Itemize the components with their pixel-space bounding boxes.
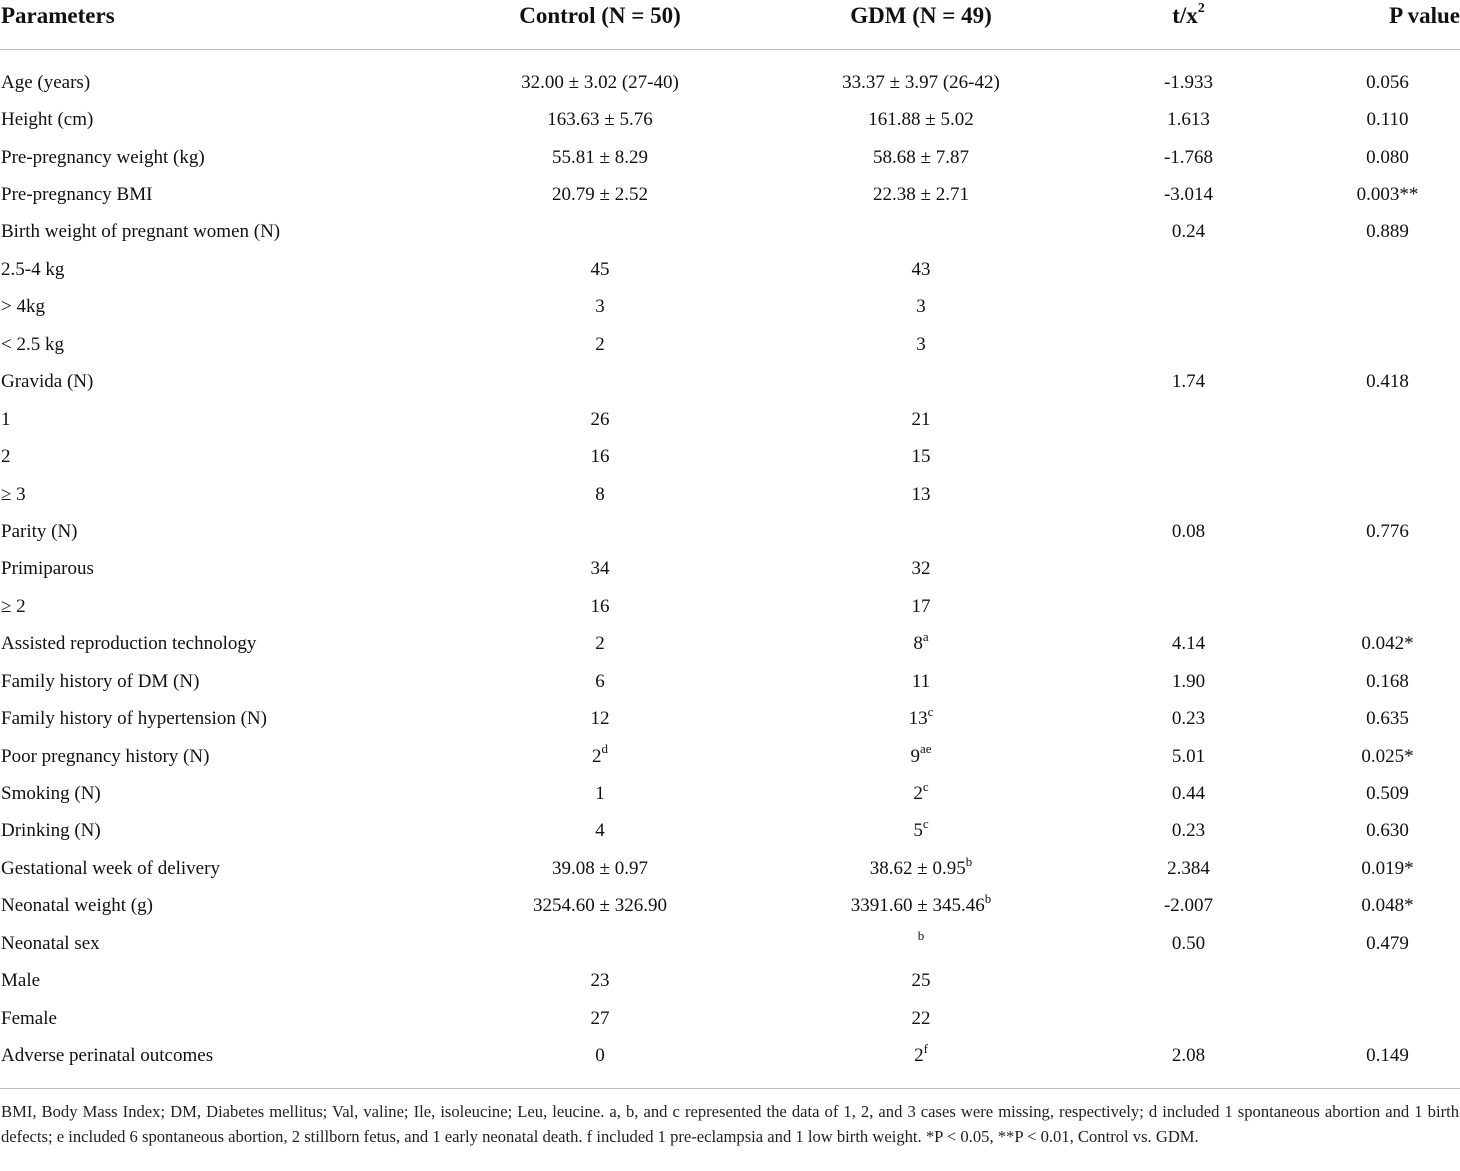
cell-gdm-value: 21	[911, 408, 931, 430]
cell-parameter-value: Birth weight of pregnant women (N)	[1, 221, 281, 243]
cell-statistic-value: 1.74	[1171, 371, 1206, 393]
cell-p-value	[1289, 101, 1460, 138]
cell-p-value	[1289, 888, 1460, 925]
cell-control-value: 55.81 ± 8.29	[552, 146, 648, 168]
header-row	[0, 0, 1460, 50]
cell-statistic	[1088, 925, 1289, 962]
cell-parameter	[0, 176, 400, 213]
cell-parameter	[0, 214, 400, 251]
cell-gdm-footnote-marker: c	[922, 816, 929, 832]
cell-parameter-value: Assisted reproduction technology	[1, 633, 257, 655]
cell-control	[400, 364, 746, 401]
cell-parameter	[0, 588, 400, 625]
cell-parameter-value: Neonatal sex	[1, 932, 100, 954]
cell-control	[400, 663, 746, 700]
cell-parameter	[0, 50, 400, 102]
cell-control	[400, 700, 746, 737]
cell-gdm	[746, 888, 1088, 925]
cell-parameter-value: Pre-pregnancy weight (kg)	[1, 146, 205, 168]
cell-control	[400, 101, 746, 138]
table-row	[0, 963, 1460, 1000]
cell-parameter	[0, 963, 400, 1000]
table-row	[0, 50, 1460, 102]
cell-control-value: 163.63 ± 5.76	[547, 109, 653, 131]
table-row	[0, 326, 1460, 363]
cell-p-value-value: 0.889	[1366, 221, 1409, 243]
cell-gdm	[746, 1000, 1088, 1037]
cell-parameter-value: Male	[1, 970, 41, 992]
cell-parameter-value: Smoking (N)	[1, 783, 101, 805]
cell-statistic	[1088, 1000, 1289, 1037]
cell-statistic	[1088, 139, 1289, 176]
cell-statistic	[1088, 738, 1289, 775]
cell-control-value: 3	[595, 296, 605, 318]
cell-parameter	[0, 888, 400, 925]
cell-parameter-value: ≥ 2	[1, 595, 26, 617]
cell-gdm	[746, 663, 1088, 700]
table-row	[0, 888, 1460, 925]
cell-statistic	[1088, 963, 1289, 1000]
cell-gdm	[746, 438, 1088, 475]
cell-gdm	[746, 850, 1088, 887]
cell-gdm-value: 3	[916, 296, 926, 318]
table-row	[0, 551, 1460, 588]
cell-p-value	[1289, 364, 1460, 401]
cell-gdm	[746, 289, 1088, 326]
cell-control-value: 45	[590, 258, 610, 280]
cell-control-value: 2	[595, 633, 605, 655]
cell-statistic	[1088, 850, 1289, 887]
table-header	[0, 0, 1460, 50]
cell-gdm-footnote-marker: b	[984, 891, 992, 907]
cell-parameter-value: Drinking (N)	[1, 820, 101, 842]
cell-gdm	[746, 925, 1088, 962]
header-gdm: GDM (N = 49)	[746, 0, 1088, 50]
cell-parameter	[0, 775, 400, 812]
cell-p-value	[1289, 251, 1460, 288]
cell-statistic	[1088, 251, 1289, 288]
header-control: Control (N = 50)	[400, 0, 746, 50]
cell-statistic	[1088, 50, 1289, 102]
table-row	[0, 925, 1460, 962]
cell-p-value-value: 0.149	[1366, 1045, 1409, 1067]
cell-p-value	[1289, 963, 1460, 1000]
cell-gdm	[746, 700, 1088, 737]
cell-parameter-value: Female	[1, 1007, 57, 1029]
cell-p-value-value: 0.056	[1366, 71, 1409, 93]
cell-gdm	[746, 813, 1088, 850]
cell-parameter-value: Family history of hypertension (N)	[1, 708, 267, 730]
cell-gdm	[746, 139, 1088, 176]
cell-parameter-value: 2	[1, 446, 11, 468]
cell-statistic	[1088, 626, 1289, 663]
cell-control	[400, 326, 746, 363]
cell-statistic-value: 1.613	[1167, 109, 1210, 131]
cell-parameter	[0, 850, 400, 887]
cell-parameter	[0, 139, 400, 176]
table-row	[0, 738, 1460, 775]
cell-control-value: 8	[595, 483, 605, 505]
cell-parameter	[0, 326, 400, 363]
cell-p-value-value: 0.080	[1366, 146, 1409, 168]
cell-gdm-footnote-marker: c	[922, 778, 929, 794]
cell-parameter-value: < 2.5 kg	[1, 333, 64, 355]
cell-gdm-value: 38.62 ± 0.95	[869, 857, 966, 879]
cell-parameter	[0, 438, 400, 475]
cell-gdm	[746, 626, 1088, 663]
cell-p-value-value: 0.418	[1366, 371, 1409, 393]
cell-p-value	[1289, 700, 1460, 737]
cell-control	[400, 925, 746, 962]
cell-parameter-value: Age (years)	[1, 71, 91, 93]
cell-p-value-value: 0.019*	[1361, 857, 1414, 879]
cell-statistic	[1088, 1037, 1289, 1074]
cell-gdm-value: 3	[916, 333, 926, 355]
cell-control-value: 6	[595, 670, 605, 692]
cell-p-value	[1289, 289, 1460, 326]
cell-control	[400, 850, 746, 887]
cell-parameter	[0, 476, 400, 513]
cell-control	[400, 1000, 746, 1037]
cell-parameter	[0, 1037, 400, 1074]
cell-gdm-value: 17	[911, 595, 931, 617]
header-parameters: Parameters	[0, 0, 400, 50]
cell-p-value	[1289, 1000, 1460, 1037]
header-p-value: P value	[1289, 0, 1460, 50]
cell-control	[400, 289, 746, 326]
cell-statistic-value: 2.384	[1167, 857, 1210, 879]
cell-statistic-value: 0.44	[1171, 783, 1206, 805]
cell-parameter	[0, 364, 400, 401]
cell-parameter	[0, 401, 400, 438]
cell-gdm-value: 13	[911, 483, 931, 505]
cell-control	[400, 401, 746, 438]
cell-p-value-value: 0.003**	[1356, 184, 1419, 206]
cell-p-value-value: 0.509	[1366, 783, 1409, 805]
cell-gdm-value: 13	[908, 708, 928, 730]
cell-control	[400, 176, 746, 213]
cell-p-value	[1289, 813, 1460, 850]
header-statistic-superscript: 2	[1197, 1, 1205, 17]
cell-gdm-value: 161.88 ± 5.02	[868, 109, 974, 131]
cell-gdm	[746, 738, 1088, 775]
cell-parameter-value: Poor pregnancy history (N)	[1, 745, 210, 767]
table-row	[0, 1037, 1460, 1074]
cell-gdm	[746, 513, 1088, 550]
cell-statistic	[1088, 214, 1289, 251]
table-row	[0, 289, 1460, 326]
cell-parameter-value: Adverse perinatal outcomes	[1, 1045, 214, 1067]
cell-gdm-value: 58.68 ± 7.87	[873, 146, 969, 168]
cell-gdm-value: 32	[911, 558, 931, 580]
cell-control-value: 12	[590, 708, 610, 730]
cell-p-value	[1289, 738, 1460, 775]
cell-gdm-value: 2	[913, 783, 923, 805]
cell-gdm	[746, 214, 1088, 251]
cell-p-value	[1289, 513, 1460, 550]
cell-statistic	[1088, 813, 1289, 850]
cell-statistic	[1088, 289, 1289, 326]
cell-gdm-footnote-marker: a	[922, 628, 929, 644]
cell-gdm-value: 25	[911, 970, 931, 992]
cell-parameter	[0, 738, 400, 775]
cell-gdm-value: 8	[913, 633, 923, 655]
table-row	[0, 813, 1460, 850]
cell-statistic	[1088, 326, 1289, 363]
table-row	[0, 401, 1460, 438]
cell-gdm-footnote-marker: b	[965, 853, 973, 869]
cell-parameter	[0, 513, 400, 550]
cell-statistic-value: 0.23	[1171, 820, 1206, 842]
cell-gdm-value: 11	[911, 670, 931, 692]
table-row	[0, 700, 1460, 737]
cell-p-value	[1289, 214, 1460, 251]
cell-statistic	[1088, 101, 1289, 138]
cell-control-value: 34	[590, 558, 610, 580]
cell-parameter-value: > 4kg	[1, 296, 45, 318]
table-bottom-rule	[0, 1088, 1460, 1089]
table-row	[0, 364, 1460, 401]
cell-control-value: 1	[595, 783, 605, 805]
cell-control	[400, 588, 746, 625]
cell-control-value: 27	[590, 1007, 610, 1029]
cell-statistic	[1088, 551, 1289, 588]
cell-statistic-value: 0.50	[1171, 932, 1206, 954]
cell-p-value	[1289, 50, 1460, 102]
cell-gdm	[746, 326, 1088, 363]
header-statistic-base: t/x	[1172, 3, 1198, 28]
cell-gdm-value: 15	[911, 446, 931, 468]
cell-statistic	[1088, 513, 1289, 550]
cell-statistic-value: -2.007	[1163, 895, 1214, 917]
cell-parameter	[0, 551, 400, 588]
cell-p-value	[1289, 176, 1460, 213]
cell-statistic	[1088, 588, 1289, 625]
cell-parameter-value: Pre-pregnancy BMI	[1, 184, 153, 206]
cell-p-value	[1289, 588, 1460, 625]
cell-p-value	[1289, 551, 1460, 588]
cell-statistic	[1088, 401, 1289, 438]
cell-p-value	[1289, 775, 1460, 812]
cell-p-value-value: 0.479	[1366, 932, 1409, 954]
cell-statistic-value: -1.768	[1163, 146, 1214, 168]
cell-control-value: 20.79 ± 2.52	[552, 184, 648, 206]
cell-gdm-value: 43	[911, 258, 931, 280]
cell-statistic	[1088, 438, 1289, 475]
cell-control	[400, 139, 746, 176]
cell-gdm	[746, 364, 1088, 401]
table-row	[0, 251, 1460, 288]
cell-control-value: 3254.60 ± 326.90	[533, 895, 667, 917]
table-row	[0, 513, 1460, 550]
cell-gdm-value: 5	[913, 820, 923, 842]
cell-control	[400, 438, 746, 475]
cell-parameter-value: Family history of DM (N)	[1, 670, 200, 692]
cell-statistic-value: 0.08	[1171, 520, 1206, 542]
cell-p-value-value: 0.635	[1366, 708, 1409, 730]
cell-gdm-value: 3391.60 ± 345.46	[850, 895, 985, 917]
cell-parameter-value: ≥ 3	[1, 483, 26, 505]
cell-control	[400, 476, 746, 513]
cell-parameter-value: Neonatal weight (g)	[1, 895, 153, 917]
cell-parameter-value: Primiparous	[1, 558, 94, 580]
cell-gdm-value: 33.37 ± 3.97 (26-42)	[842, 71, 1000, 93]
table-row	[0, 476, 1460, 513]
cell-control-value: 39.08 ± 0.97	[552, 857, 648, 879]
cell-statistic-value: 1.90	[1171, 670, 1206, 692]
cell-parameter-value: Gestational week of delivery	[1, 857, 220, 879]
cell-statistic-value: -3.014	[1163, 184, 1214, 206]
cell-parameter-value: 1	[1, 408, 11, 430]
cell-gdm	[746, 588, 1088, 625]
cell-parameter	[0, 626, 400, 663]
cell-control-value: 0	[595, 1045, 605, 1067]
cell-gdm-footnote-marker: f	[923, 1040, 928, 1056]
cell-parameter	[0, 700, 400, 737]
cell-control	[400, 50, 746, 102]
cell-p-value	[1289, 326, 1460, 363]
cell-control	[400, 963, 746, 1000]
table-row	[0, 626, 1460, 663]
cell-statistic-value: 0.24	[1171, 221, 1206, 243]
cell-gdm-footnote-marker: ae	[919, 741, 932, 757]
cell-control	[400, 513, 746, 550]
cell-p-value	[1289, 850, 1460, 887]
table-row	[0, 588, 1460, 625]
cell-statistic	[1088, 888, 1289, 925]
cell-statistic-value: 0.23	[1171, 708, 1206, 730]
cell-p-value	[1289, 663, 1460, 700]
cell-control-value: 23	[590, 970, 610, 992]
cell-gdm	[746, 176, 1088, 213]
table-row	[0, 1000, 1460, 1037]
cell-gdm	[746, 401, 1088, 438]
table-footnote: BMI, Body Mass Index; DM, Diabetes mellitus; Val, valine; Ile, isoleucine; Leu, leucine. a, b, and c represented the data of 1, 2, and 3 cases were missing, respectively; d included 1 spontaneous abortion and 1 birth defects; e included 6 spontaneous abortion, 2 stillborn fetus, and 1 early neonatal death. f included 1 pre-eclampsia and 1 low birth weight. *P < 0.05, **P < 0.01, Control vs. GDM.	[1, 1102, 1459, 1146]
cell-statistic	[1088, 663, 1289, 700]
cell-control-value: 16	[590, 446, 610, 468]
cell-statistic-value: -1.933	[1163, 71, 1214, 93]
cell-statistic	[1088, 476, 1289, 513]
cell-p-value	[1289, 139, 1460, 176]
cell-control	[400, 1037, 746, 1074]
cell-gdm	[746, 1037, 1088, 1074]
cell-control-value: 16	[590, 595, 610, 617]
cell-gdm	[746, 50, 1088, 102]
table-row	[0, 101, 1460, 138]
cell-p-value-value: 0.042*	[1361, 633, 1414, 655]
table-row	[0, 438, 1460, 475]
cell-statistic	[1088, 775, 1289, 812]
cell-parameter	[0, 251, 400, 288]
cell-control	[400, 738, 746, 775]
cell-gdm	[746, 551, 1088, 588]
table-row	[0, 214, 1460, 251]
header-statistic	[1088, 0, 1289, 50]
cell-parameter	[0, 663, 400, 700]
cell-gdm-value: 22.38 ± 2.71	[873, 184, 969, 206]
cell-control	[400, 251, 746, 288]
cell-gdm-footnote-marker: c	[927, 703, 934, 719]
cell-statistic-value: 5.01	[1171, 745, 1206, 767]
cell-control-value: 2	[592, 745, 602, 767]
cell-parameter-value: 2.5-4 kg	[1, 258, 65, 280]
cell-parameter-value: Gravida (N)	[1, 371, 94, 393]
table-body	[0, 50, 1460, 1075]
cell-p-value-value: 0.630	[1366, 820, 1409, 842]
cell-statistic	[1088, 364, 1289, 401]
cell-p-value-value: 0.776	[1366, 520, 1409, 542]
cell-control	[400, 626, 746, 663]
cell-control	[400, 888, 746, 925]
table-row	[0, 775, 1460, 812]
cell-gdm	[746, 775, 1088, 812]
cell-gdm-footnote-marker: b	[917, 928, 925, 944]
cell-parameter	[0, 813, 400, 850]
cell-p-value	[1289, 1037, 1460, 1074]
cell-control-footnote-marker: d	[601, 741, 608, 757]
cell-statistic	[1088, 176, 1289, 213]
cell-parameter-value: Height (cm)	[1, 109, 94, 131]
cell-gdm-value: 9	[910, 745, 920, 767]
cell-control-value: 32.00 ± 3.02 (27-40)	[521, 71, 679, 93]
cell-parameter	[0, 1000, 400, 1037]
cell-parameter	[0, 101, 400, 138]
cell-p-value	[1289, 476, 1460, 513]
cell-p-value-value: 0.110	[1366, 109, 1409, 131]
cell-statistic	[1088, 700, 1289, 737]
cell-control	[400, 214, 746, 251]
cell-control-value: 4	[595, 820, 605, 842]
cell-statistic-value: 4.14	[1171, 633, 1206, 655]
cell-control	[400, 551, 746, 588]
cell-p-value-value: 0.168	[1366, 670, 1409, 692]
cell-control	[400, 813, 746, 850]
cell-p-value-value: 0.025*	[1361, 745, 1414, 767]
cell-p-value	[1289, 626, 1460, 663]
cell-parameter	[0, 925, 400, 962]
cell-parameter	[0, 289, 400, 326]
cell-gdm-value: 22	[911, 1007, 931, 1029]
table-row	[0, 139, 1460, 176]
cell-control-value: 2	[595, 333, 605, 355]
table-row	[0, 850, 1460, 887]
cell-p-value-value: 0.048*	[1361, 895, 1414, 917]
cell-gdm	[746, 251, 1088, 288]
cell-p-value	[1289, 401, 1460, 438]
cell-control	[400, 775, 746, 812]
cell-p-value	[1289, 925, 1460, 962]
cell-gdm	[746, 101, 1088, 138]
table-row	[0, 176, 1460, 213]
cell-parameter-value: Parity (N)	[1, 520, 78, 542]
cell-statistic-value: 2.08	[1171, 1045, 1206, 1067]
cell-control-value: 26	[590, 408, 610, 430]
cell-p-value	[1289, 438, 1460, 475]
cell-gdm-value: 2	[914, 1045, 924, 1067]
cell-gdm	[746, 963, 1088, 1000]
cell-gdm	[746, 476, 1088, 513]
table-row	[0, 663, 1460, 700]
